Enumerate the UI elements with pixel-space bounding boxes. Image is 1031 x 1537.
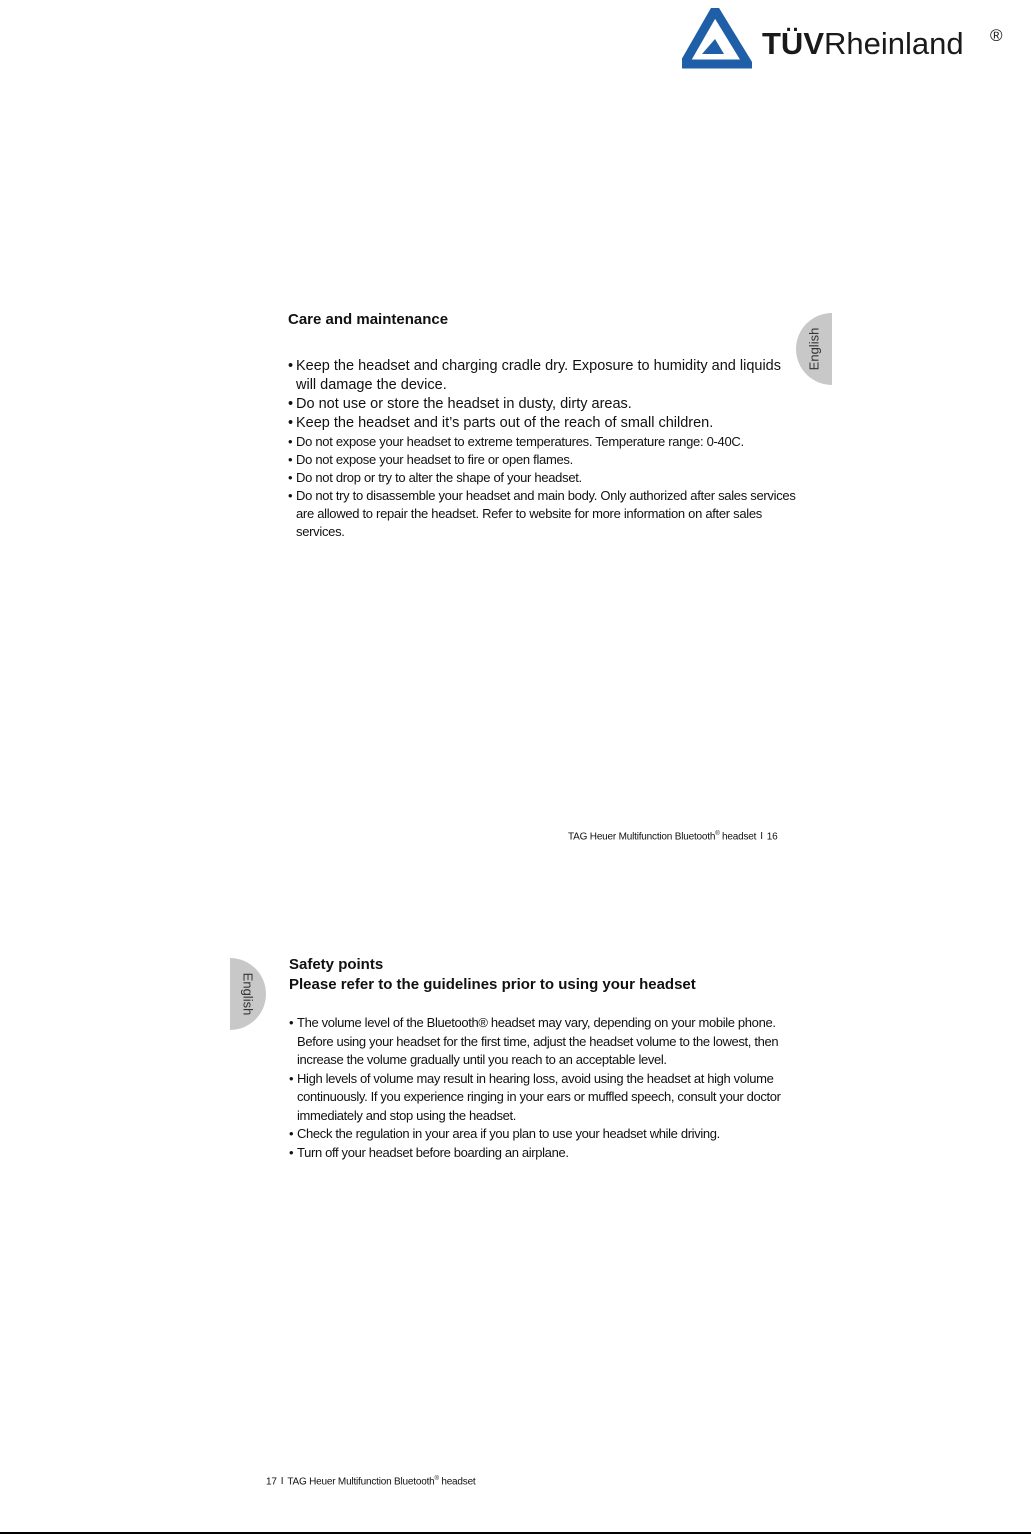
language-tab-left [230, 958, 266, 1030]
care-heading: Care and maintenance [288, 311, 449, 328]
bottom-divider [0, 1532, 1031, 1534]
tuv-rheinland-logo [682, 8, 1012, 70]
tuv-triangle-logo-icon [682, 8, 752, 70]
list-item: • Turn off your headset before boarding an airplane. [289, 1144, 789, 1163]
safety-heading: Safety points [289, 956, 384, 973]
language-tab-label: English [806, 327, 822, 371]
list-item: • Do not expose your headset to extreme temperatures. Temperature range: 0-40C. [288, 433, 798, 451]
page-footer-16 [568, 831, 778, 842]
list-item: • Do not drop or try to alter the shape of your headset. [288, 469, 798, 487]
footer-product: TAG Heuer Multifunction Bluetooth [568, 831, 716, 843]
list-item: • Do not use or store the headset in dusty, dirty areas. [288, 395, 798, 414]
footer-suffix: headset [438, 1476, 476, 1488]
list-item: • Keep the headset and charging cradle dry. Exposure to humidity and liquids will damage the device. [288, 357, 798, 395]
page-number: 17 [266, 1476, 277, 1488]
list-item: • High levels of volume may result in hearing loss, avoid using the headset at high volume continuously. If you experience ringing in your ears or muffled speech, consult your doctor immediately and stop using the headset. [289, 1070, 789, 1126]
list-item: • Do not expose your headset to fire or open flames. [288, 451, 798, 469]
footer-separator: I [760, 831, 763, 843]
registered-mark: ® [990, 26, 1003, 45]
list-item: • Check the regulation in your area if you plan to use your headset while driving. [289, 1125, 789, 1144]
care-maintenance-section [288, 310, 798, 541]
safety-points-section [289, 955, 789, 1162]
list-item: • The volume level of the Bluetooth® headset may vary, depending on your mobile phone. Before using your headset for the first time, adjust the headset volume to the lowest, then increase the volume gradually until you reach to an acceptable level. [289, 1014, 789, 1070]
safety-subheading: Please refer to the guidelines prior to using your headset [289, 976, 696, 993]
list-item: • Do not try to disassemble your headset and main body. Only authorized after sales services are allowed to repair the headset. Refer to website for more information on after sales services. [288, 487, 798, 541]
language-tab-label: English [240, 972, 256, 1016]
footer-reg: ® [715, 831, 720, 837]
page-footer-17 [266, 1476, 476, 1487]
care-list [288, 357, 798, 541]
logo-wordmark: TÜVRheinland [762, 26, 964, 61]
footer-reg: ® [434, 1476, 439, 1482]
safety-list [289, 1014, 789, 1162]
page-number: 16 [766, 831, 778, 843]
language-tab-right [796, 313, 832, 385]
footer-suffix: headset [719, 831, 757, 843]
footer-separator: I [280, 1476, 284, 1488]
footer-product: TAG Heuer Multifunction Bluetooth [287, 1476, 435, 1488]
list-item: • Keep the headset and it’s parts out of the reach of small children. [288, 414, 798, 433]
